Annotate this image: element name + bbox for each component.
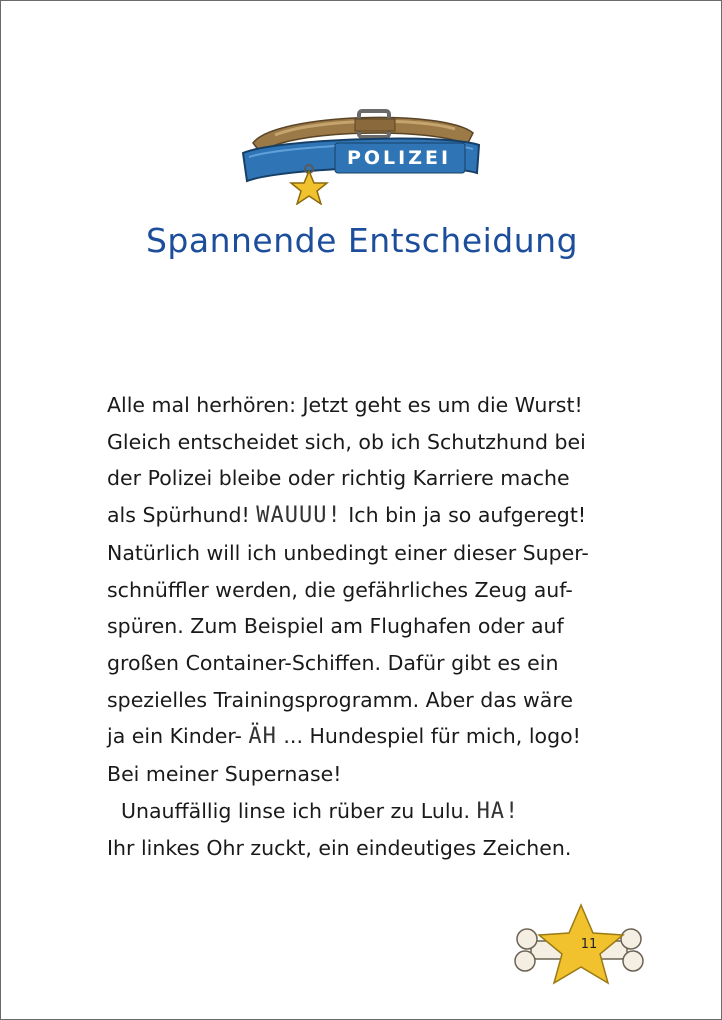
text-segment: der Polizei bleibe oder richtig Karriere mache (107, 466, 570, 491)
text-segment: spüren. Zum Beispiel am Flughafen oder auf (107, 614, 564, 639)
text-segment: Ich bin ja so aufgeregt! (341, 503, 587, 528)
text-line (107, 424, 607, 461)
text-line (107, 718, 607, 756)
text-segment: Unauffällig linse ich rüber zu Lulu. (121, 798, 477, 823)
text-segment: Gleich entscheidet sich, ob ich Schutzhund bei (107, 429, 586, 454)
text-line (107, 682, 607, 719)
exclamation-text: WAUUU! (256, 503, 342, 529)
text-line (107, 535, 607, 572)
text-segment: großen Container-Schiffen. Dafür gibt es ein (107, 650, 559, 675)
text-segment: ... Hundespiel für mich, logo! (276, 724, 581, 749)
text-line (107, 387, 607, 424)
collar-label: POLIZEI (346, 147, 452, 169)
text-line (107, 645, 607, 682)
text-segment: schnüffler werden, die gefährliches Zeug auf- (107, 577, 573, 602)
text-segment: Alle mal herhören: Jetzt geht es um die Wurst! (107, 393, 583, 417)
text-segment: Natürlich will ich unbedingt einer dieser Super- (107, 540, 589, 565)
exclamation-text: ÄH (248, 724, 277, 750)
text-line (107, 608, 607, 645)
page-number: 11 (580, 937, 598, 952)
text-segment: als Spürhund! (107, 503, 257, 528)
text-line (107, 497, 607, 535)
text-line (107, 830, 607, 867)
chapter-body-text (107, 387, 607, 867)
text-segment: Bei meiner Supernase! (107, 762, 342, 787)
text-line (107, 756, 607, 793)
text-segment: ja ein Kinder- (107, 724, 249, 749)
text-line (107, 793, 607, 831)
text-segment: Ihr linkes Ohr zuckt, ein eindeutiges Zeichen. (107, 836, 572, 861)
text-line (107, 460, 607, 497)
chapter-title: Spannende Entscheidung (145, 221, 579, 260)
text-segment: spezielles Trainingsprogramm. Aber das wäre (107, 687, 573, 712)
text-line (107, 572, 607, 609)
exclamation-text: HA! (476, 798, 520, 824)
